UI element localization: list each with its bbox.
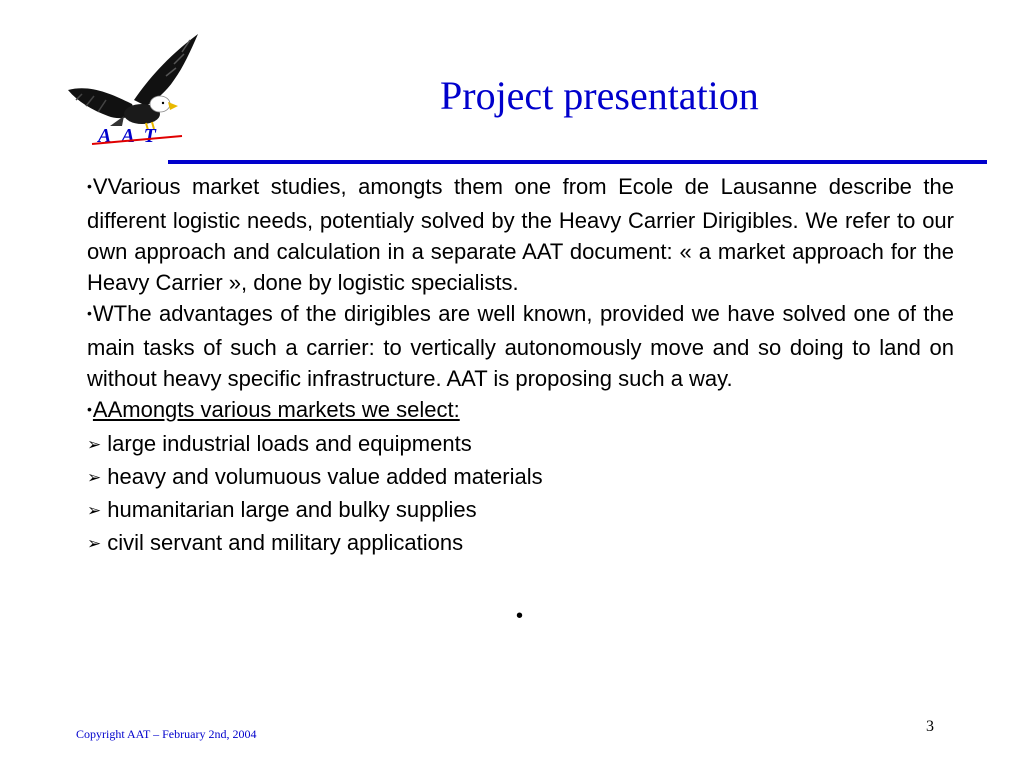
title-divider [168, 160, 987, 164]
bullet-paragraph [87, 298, 954, 394]
market-item [87, 527, 954, 560]
page-number: 3 [926, 718, 934, 735]
market-item [87, 461, 954, 494]
market-item [87, 428, 954, 461]
logo-text: AAT [98, 125, 166, 147]
market-item-label: large industrial loads and equipments [107, 431, 472, 456]
slide-title: Project presentation [440, 73, 759, 118]
eagle-head-icon [150, 96, 170, 112]
eagle-wing-icon [134, 34, 198, 106]
market-item-label: civil servant and military applications [107, 530, 464, 555]
bullet-paragraph [87, 394, 954, 428]
bullet-icon: • [87, 305, 92, 321]
bullet-paragraph [87, 171, 954, 298]
empty-bullet: • [516, 605, 524, 627]
paragraph-text: VVarious market studies, amongts them one from Ecole de Lausanne describe the different logistic needs, potentialy solved by the Heavy Carrier Dirigibles. We refer to our own approach and calculation in a separate AAT document: « a market approach for the Heavy Carrier », done by logistic specialists. [87, 174, 954, 295]
bullet-icon: • [87, 178, 92, 194]
arrow-bullet-icon: ➢ [87, 435, 102, 454]
arrow-bullet-icon: ➢ [87, 501, 102, 520]
markets-heading: AAmongts various markets we select: [92, 397, 460, 422]
market-item [87, 494, 954, 527]
arrow-bullet-icon: ➢ [87, 468, 102, 487]
paragraph-text: WThe advantages of the dirigibles are well known, provided we have solved one of the main tasks of such a carrier: to vertically autonomously move and so doing to land on without heavy specific infrastructure. AAT is proposing such a way. [87, 301, 954, 391]
arrow-bullet-icon: ➢ [87, 534, 102, 553]
market-item-label: heavy and volumuous value added materials [107, 464, 543, 489]
market-item-label: humanitarian large and bulky supplies [107, 497, 477, 522]
eagle-beak-icon [168, 102, 178, 110]
footer-copyright: Copyright AAT – February 2nd, 2004 [76, 727, 257, 741]
bullet-icon: • [87, 401, 92, 417]
slide-body [87, 171, 954, 560]
eagle-logo [62, 30, 202, 148]
